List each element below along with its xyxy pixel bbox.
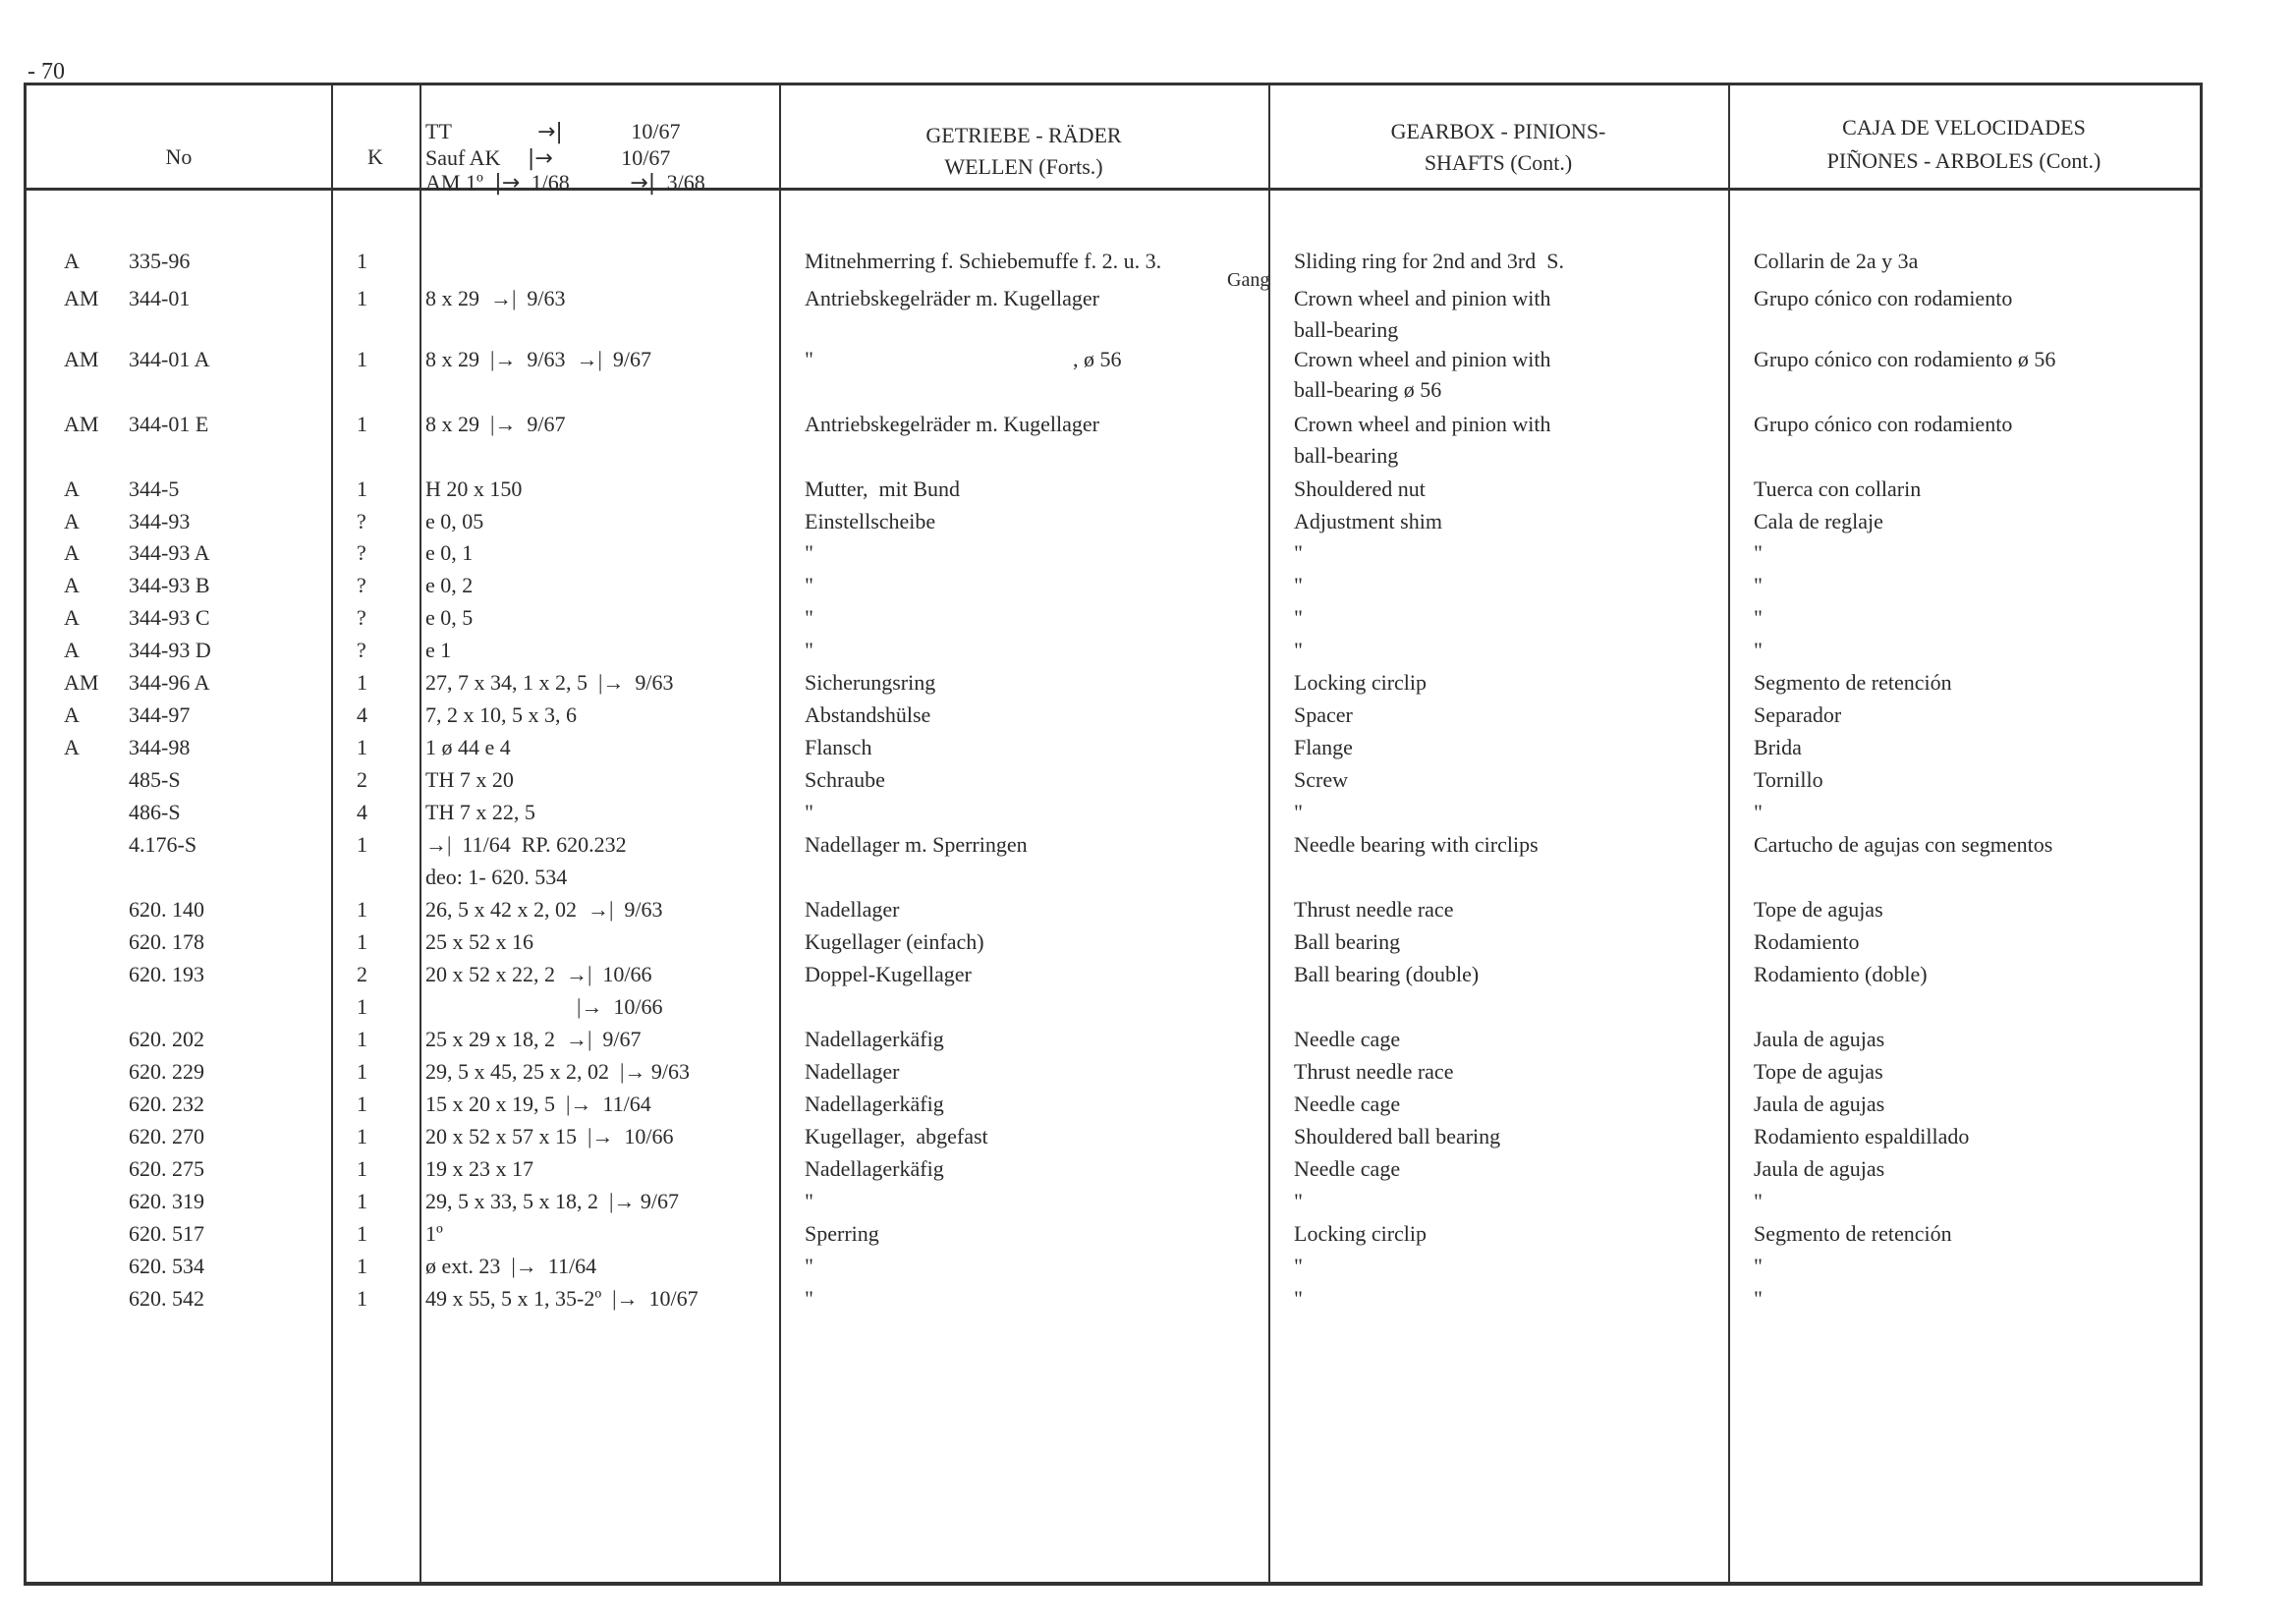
german-desc-cell: Gang (1227, 269, 1270, 291)
col-divider (1728, 85, 1730, 1582)
part-number-cell: 620. 193 (129, 962, 204, 986)
quantity-cell: 1 (357, 897, 367, 922)
quantity-cell: 4 (357, 800, 367, 824)
spanish-desc-cell: " (1754, 1286, 1763, 1311)
german-desc-cell: " (805, 638, 813, 662)
header-model-row: AM 1º |→ 1/68 →| 3/68 (425, 166, 705, 199)
quantity-cell: 1 (357, 1286, 367, 1311)
german-desc-cell: " (805, 605, 813, 630)
header-no: No (165, 144, 193, 169)
german-desc-cell: Kugellager (einfach) (805, 929, 984, 954)
col-divider (779, 85, 781, 1582)
prefix-cell: A (64, 573, 80, 597)
quantity-cell: 1 (357, 249, 367, 273)
quantity-cell: 1 (357, 994, 367, 1019)
header-k: K (367, 144, 383, 169)
english-desc-cell: Crown wheel and pinion with (1294, 286, 1551, 310)
spec-cell: 25 x 29 x 18, 2 →| 9/67 (425, 1027, 642, 1051)
part-number-cell: 344-96 A (129, 670, 210, 695)
spec-cell: e 0, 5 (425, 605, 474, 630)
spanish-desc-cell: Rodamiento (doble) (1754, 962, 1928, 986)
german-desc-cell: Nadellager m. Sperringen (805, 832, 1028, 857)
spec-cell: 29, 5 x 45, 25 x 2, 02 |→ 9/63 (425, 1059, 691, 1084)
part-number-cell: 620. 517 (129, 1221, 204, 1246)
spec-cell: e 0, 05 (425, 509, 484, 533)
spanish-desc-cell: Segmento de retención (1754, 1221, 1952, 1246)
spanish-desc-cell: " (1754, 638, 1763, 662)
german-desc-cell: " (805, 800, 813, 824)
german-desc-cell: Sperring (805, 1221, 879, 1246)
english-desc-cell: " (1294, 638, 1303, 662)
part-number-cell: 344-5 (129, 476, 180, 501)
english-desc-cell: " (1294, 540, 1303, 565)
quantity-cell: 1 (357, 832, 367, 857)
german-desc-cell: Nadellager (805, 1059, 900, 1084)
spec-cell: deo: 1- 620. 534 (425, 865, 568, 889)
german-desc-cell: Einstellscheibe (805, 509, 936, 533)
spec-cell: →| 11/64 RP. 620.232 (425, 832, 627, 857)
spanish-desc-cell: Brida (1754, 735, 1802, 759)
quantity-cell: 1 (357, 1221, 367, 1246)
spec-cell: 8 x 29 |→ 9/63 →| 9/67 (425, 347, 652, 371)
german-desc-cell: Antriebskegelräder m. Kugellager (805, 412, 1099, 436)
quantity-cell: ? (357, 509, 366, 533)
from-arrow-icon: |→ (527, 146, 553, 171)
spanish-desc-cell: Grupo cónico con rodamiento ø 56 (1754, 347, 2056, 371)
english-desc-cell: ball-bearing (1294, 443, 1399, 468)
english-desc-cell: Shouldered ball bearing (1294, 1124, 1501, 1148)
part-number-cell: 620. 275 (129, 1156, 204, 1181)
quantity-cell: ? (357, 573, 366, 597)
spec-cell: 8 x 29 |→ 9/67 (425, 412, 566, 436)
english-desc-cell: ball-bearing ø 56 (1294, 377, 1442, 402)
header-model-row: TT →| 10/67 (425, 115, 680, 148)
german-desc-cell: Nadellagerkäfig (805, 1156, 944, 1181)
prefix-cell: A (64, 735, 80, 759)
german-desc-cell: Flansch (805, 735, 872, 759)
spec-cell: 8 x 29 →| 9/63 (425, 286, 566, 310)
part-number-cell: 486-S (129, 800, 181, 824)
spec-cell: 29, 5 x 33, 5 x 18, 2 |→ 9/67 (425, 1189, 680, 1213)
header-divider (27, 188, 2200, 191)
quantity-cell: 1 (357, 1027, 367, 1051)
quantity-cell: ? (357, 540, 366, 565)
english-desc-cell: Flange (1294, 735, 1353, 759)
prefix-cell: AM (64, 670, 99, 695)
german-desc-cell: " (805, 1286, 813, 1311)
german-desc-cell: " (805, 1254, 813, 1278)
header-english: GEARBOX - PINIONS- (1390, 119, 1606, 143)
spec-cell: e 1 (425, 638, 452, 662)
german-desc-cell: Nadellagerkäfig (805, 1027, 944, 1051)
cutoff-arrow-icon: →| (630, 171, 656, 196)
prefix-cell: A (64, 638, 80, 662)
english-desc-cell: Sliding ring for 2nd and 3rd S. (1294, 249, 1564, 273)
part-number-cell: 4.176-S (129, 832, 197, 857)
spec-cell: H 20 x 150 (425, 476, 523, 501)
part-number-cell: 620. 542 (129, 1286, 204, 1311)
part-number-cell: 344-97 (129, 702, 191, 727)
quantity-cell: 1 (357, 412, 367, 436)
spec-cell: 1º (425, 1221, 443, 1246)
english-desc-cell: Needle bearing with circlips (1294, 832, 1539, 857)
english-desc-cell: ball-bearing (1294, 317, 1399, 342)
part-number-cell: 620. 270 (129, 1124, 204, 1148)
prefix-cell: A (64, 540, 80, 565)
part-number-cell: 344-93 C (129, 605, 210, 630)
part-number-cell: 344-93 D (129, 638, 211, 662)
german-desc-cell: Mitnehmerring f. Schiebemuffe f. 2. u. 3. (805, 249, 1162, 273)
part-number-cell: 344-98 (129, 735, 191, 759)
spanish-desc-cell: Grupo cónico con rodamiento (1754, 412, 2013, 436)
german-desc-cell: " (805, 573, 813, 597)
spanish-desc-cell: Cala de reglaje (1754, 509, 1883, 533)
quantity-cell: 1 (357, 735, 367, 759)
english-desc-cell: Crown wheel and pinion with (1294, 412, 1551, 436)
part-number-cell: 335-96 (129, 249, 191, 273)
quantity-cell: 2 (357, 962, 367, 986)
english-desc-cell: Needle cage (1294, 1027, 1401, 1051)
english-desc-cell: Shouldered nut (1294, 476, 1426, 501)
col-divider (331, 85, 333, 1582)
quantity-cell: 1 (357, 670, 367, 695)
quantity-cell: ? (357, 605, 366, 630)
spanish-desc-cell: Tope de agujas (1754, 897, 1883, 922)
spec-cell: 25 x 52 x 16 (425, 929, 533, 954)
header-german: WELLEN (Forts.) (944, 154, 1103, 179)
quantity-cell: 1 (357, 1124, 367, 1148)
spanish-desc-cell: " (1754, 573, 1763, 597)
english-desc-cell: " (1294, 800, 1303, 824)
german-desc-cell: Mutter, mit Bund (805, 476, 961, 501)
spec-cell: 20 x 52 x 57 x 15 |→ 10/66 (425, 1124, 674, 1148)
spanish-desc-cell: Rodamiento (1754, 929, 1860, 954)
english-desc-cell: " (1294, 1286, 1303, 1311)
english-desc-cell: Crown wheel and pinion with (1294, 347, 1551, 371)
part-number-cell: 344-93 B (129, 573, 210, 597)
part-number-cell: 620. 319 (129, 1189, 204, 1213)
header-spanish: PIÑONES - ARBOLES (Cont.) (1826, 148, 2101, 173)
spec-cell: |→ 10/66 (425, 994, 663, 1019)
german-desc-cell: " (805, 540, 813, 565)
quantity-cell: 4 (357, 702, 367, 727)
quantity-cell: ? (357, 638, 366, 662)
col-divider (1268, 85, 1270, 1582)
german-desc-cell: Nadellagerkäfig (805, 1092, 944, 1116)
header-model-row: Sauf AK |→ 10/67 (425, 141, 670, 175)
english-desc-cell: Spacer (1294, 702, 1353, 727)
prefix-cell: A (64, 249, 80, 273)
english-desc-cell: Locking circlip (1294, 670, 1428, 695)
spanish-desc-cell: Tope de agujas (1754, 1059, 1883, 1084)
german-desc-cell: " (805, 1189, 813, 1213)
part-number-cell: 620. 178 (129, 929, 204, 954)
english-desc-cell: " (1294, 1254, 1303, 1278)
german-desc-cell: " , ø 56 (805, 347, 1122, 371)
spec-cell: 15 x 20 x 19, 5 |→ 11/64 (425, 1092, 651, 1116)
parts-table (24, 83, 2203, 1586)
spanish-desc-cell: " (1754, 605, 1763, 630)
english-desc-cell: " (1294, 1189, 1303, 1213)
spanish-desc-cell: " (1754, 540, 1763, 565)
part-number-cell: 485-S (129, 767, 181, 792)
spanish-desc-cell: " (1754, 1254, 1763, 1278)
spanish-desc-cell: Jaula de agujas (1754, 1092, 1885, 1116)
part-number-cell: 620. 229 (129, 1059, 204, 1084)
spanish-desc-cell: Separador (1754, 702, 1842, 727)
header-german: GETRIEBE - RÄDER (925, 123, 1122, 147)
spec-cell: 49 x 55, 5 x 1, 35-2º |→ 10/67 (425, 1286, 699, 1311)
german-desc-cell: Doppel-Kugellager (805, 962, 972, 986)
spanish-desc-cell: Segmento de retención (1754, 670, 1952, 695)
german-desc-cell: Abstandshülse (805, 702, 931, 727)
part-number-cell: 344-01 (129, 286, 191, 310)
spec-cell: 7, 2 x 10, 5 x 3, 6 (425, 702, 577, 727)
quantity-cell: 1 (357, 1189, 367, 1213)
english-desc-cell: Thrust needle race (1294, 1059, 1454, 1084)
quantity-cell: 2 (357, 767, 367, 792)
english-desc-cell: Adjustment shim (1294, 509, 1442, 533)
part-number-cell: 620. 534 (129, 1254, 204, 1278)
part-number-cell: 344-93 (129, 509, 191, 533)
prefix-cell: AM (64, 412, 99, 436)
german-desc-cell: Schraube (805, 767, 885, 792)
english-desc-cell: Ball bearing (double) (1294, 962, 1480, 986)
from-arrow-icon: |→ (494, 171, 521, 196)
spanish-desc-cell: " (1754, 1189, 1763, 1213)
part-number-cell: 344-01 E (129, 412, 209, 436)
quantity-cell: 1 (357, 929, 367, 954)
quantity-cell: 1 (357, 1254, 367, 1278)
prefix-cell: A (64, 476, 80, 501)
quantity-cell: 1 (357, 1156, 367, 1181)
part-number-cell: 344-93 A (129, 540, 210, 565)
spec-cell: TH 7 x 22, 5 (425, 800, 535, 824)
english-desc-cell: Locking circlip (1294, 1221, 1428, 1246)
prefix-cell: AM (64, 347, 99, 371)
spec-cell: 27, 7 x 34, 1 x 2, 5 |→ 9/63 (425, 670, 674, 695)
spec-cell: 20 x 52 x 22, 2 →| 10/66 (425, 962, 652, 986)
cutoff-arrow-icon: →| (536, 120, 563, 144)
prefix-cell: A (64, 605, 80, 630)
spanish-desc-cell: Jaula de agujas (1754, 1156, 1885, 1181)
spec-cell: ø ext. 23 |→ 11/64 (425, 1254, 597, 1278)
spanish-desc-cell: Grupo cónico con rodamiento (1754, 286, 2013, 310)
quantity-cell: 1 (357, 476, 367, 501)
german-desc-cell: Sicherungsring (805, 670, 936, 695)
spanish-desc-cell: Cartucho de agujas con segmentos (1754, 832, 2053, 857)
english-desc-cell: Ball bearing (1294, 929, 1401, 954)
part-number-cell: 620. 202 (129, 1027, 204, 1051)
spec-cell: TH 7 x 20 (425, 767, 514, 792)
spanish-desc-cell: Tuerca con collarin (1754, 476, 1922, 501)
spanish-desc-cell: Jaula de agujas (1754, 1027, 1885, 1051)
spec-cell: e 0, 2 (425, 573, 474, 597)
english-desc-cell: Screw (1294, 767, 1348, 792)
spec-cell: 1 ø 44 e 4 (425, 735, 511, 759)
english-desc-cell: Thrust needle race (1294, 897, 1454, 922)
prefix-cell: AM (64, 286, 99, 310)
spanish-desc-cell: " (1754, 800, 1763, 824)
part-number-cell: 620. 140 (129, 897, 204, 922)
part-number-cell: 620. 232 (129, 1092, 204, 1116)
part-number-cell: 344-01 A (129, 347, 210, 371)
german-desc-cell: Nadellager (805, 897, 900, 922)
col-divider (420, 85, 421, 1582)
spanish-desc-cell: Collarin de 2a y 3a (1754, 249, 1919, 273)
spec-cell: e 0, 1 (425, 540, 474, 565)
header-spanish: CAJA DE VELOCIDADES (1842, 115, 2086, 140)
english-desc-cell: Needle cage (1294, 1092, 1401, 1116)
german-desc-cell: Antriebskegelräder m. Kugellager (805, 286, 1099, 310)
quantity-cell: 1 (357, 1092, 367, 1116)
header-english: SHAFTS (Cont.) (1424, 150, 1573, 175)
prefix-cell: A (64, 702, 80, 727)
quantity-cell: 1 (357, 347, 367, 371)
spec-cell: 26, 5 x 42 x 2, 02 →| 9/63 (425, 897, 663, 922)
spec-cell: 19 x 23 x 17 (425, 1156, 533, 1181)
english-desc-cell: " (1294, 605, 1303, 630)
spanish-desc-cell: Tornillo (1754, 767, 1823, 792)
page-number: - 70 (28, 59, 65, 84)
quantity-cell: 1 (357, 1059, 367, 1084)
english-desc-cell: " (1294, 573, 1303, 597)
english-desc-cell: Needle cage (1294, 1156, 1401, 1181)
prefix-cell: A (64, 509, 80, 533)
german-desc-cell: Kugellager, abgefast (805, 1124, 988, 1148)
spanish-desc-cell: Rodamiento espaldillado (1754, 1124, 1970, 1148)
quantity-cell: 1 (357, 286, 367, 310)
